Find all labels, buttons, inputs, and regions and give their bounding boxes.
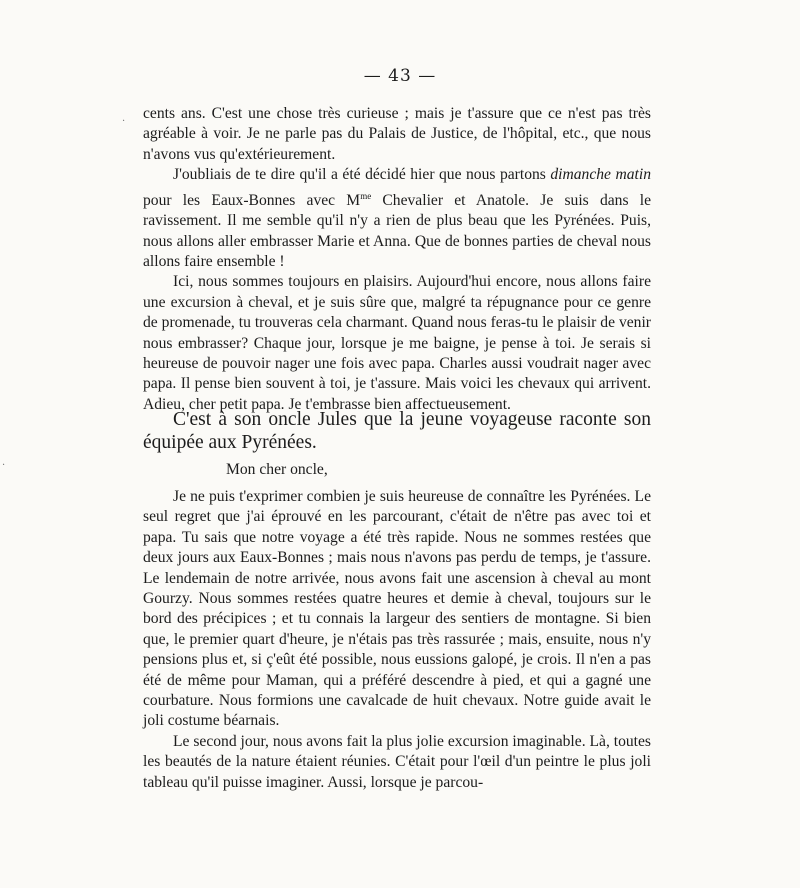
paragraph-2-after: Chevalier et Anatole. Je suis dans le ravissement. Il me semble qu'il n'y a rien de plus beau que les Pyrénées. Puis, nous allons aller embrasser Marie et Anna. Que de bonnes parties de cheval nous allons faire ensemble !: [143, 191, 651, 271]
paragraph-2-italic: dimanche matin: [550, 166, 651, 184]
salutation: Mon cher oncle,: [226, 461, 328, 478]
paragraph-4: Je ne puis t'exprimer combien je suis heureuse de connaître les Pyrénées. Le seul regret que j'ai éprouvé en les parcourant, c'était de n'être pas avec toi et papa. Tu sais que notre voyage a été très rapide. Nous ne sommes restées que deux jours aux Eaux-Bonnes ; mais nous n'avons pas perdu de temps, je t'assure. Le lendemain de notre arrivée, nous avons fait une ascension à cheval au mont Gourzy. Nous sommes restées quatre heures et demie à cheval, toujours sur le bord des précipices ; et tu connais la largeur des sentiers de montagne. Si bien que, le premier quart d'heure, je n'étais pas très rassurée ; mais, ensuite, nous n'y pensions plus et, si ç'eût été possible, nous eussions galopé, je crois. Il n'en a pas été de même pour Maman, qui a préféré descendre à pied, et qui a gagné une courbature. Nous formions une cavalcade de huit chevaux. Notre guide avait le joli costume béarnais.: [143, 488, 651, 730]
page-number: — 43 —: [363, 66, 437, 86]
scan-speck: ·: [122, 116, 126, 127]
paragraph-5: Le second jour, nous avons fait la plus jolie excursion imaginable. Là, toutes les beautés de la nature étaient réunies. C'était pour l'œil d'un peintre le plus joli tableau qu'il puisse imaginer. Aussi, lorsque je parcou-: [143, 732, 651, 791]
intro-heading: C'est à son oncle Jules que la jeune voyageuse raconte son équipée aux Pyrénées.: [143, 409, 651, 453]
paragraph-2: [143, 165, 651, 272]
paragraph-3: Ici, nous sommes toujours en plaisirs. Aujourd'hui encore, nous allons faire une excursion à cheval, et je suis sûre que, malgré ta répugnance pour ce genre de promenade, tu trouveras cela charmant. Quand nous feras-tu le plaisir de venir nous embrasser? Chaque jour, lorsque je me baigne, je pense à toi. Je serais si heureuse de pouvoir nager une fois avec papa. Charles aussi voudrait nager avec papa. Il pense bien souvent à toi, je t'assure. Mais voici les chevaux qui arrivent. Adieu, cher petit papa. Je t'embrasse bien affectueusement.: [143, 273, 651, 413]
scan-speck: ·: [2, 460, 6, 471]
paragraph-2-before: J'oubliais de te dire qu'il a été décidé hier que nous partons: [173, 166, 551, 184]
paragraph-2-middle: pour les Eaux-Bonnes avec M: [143, 191, 361, 209]
letter-to-father: [143, 104, 651, 415]
paragraph-1: cents ans. C'est une chose très curieuse ; mais je t'assure que ce n'est pas très agréable à voir. Je ne parle pas du Palais de Justice, de l'hôpital, etc., que nous n'avons vus qu'extérieurement.: [143, 105, 651, 163]
letter-to-uncle: [143, 487, 651, 793]
paragraph-2-superscript: me: [360, 190, 372, 201]
